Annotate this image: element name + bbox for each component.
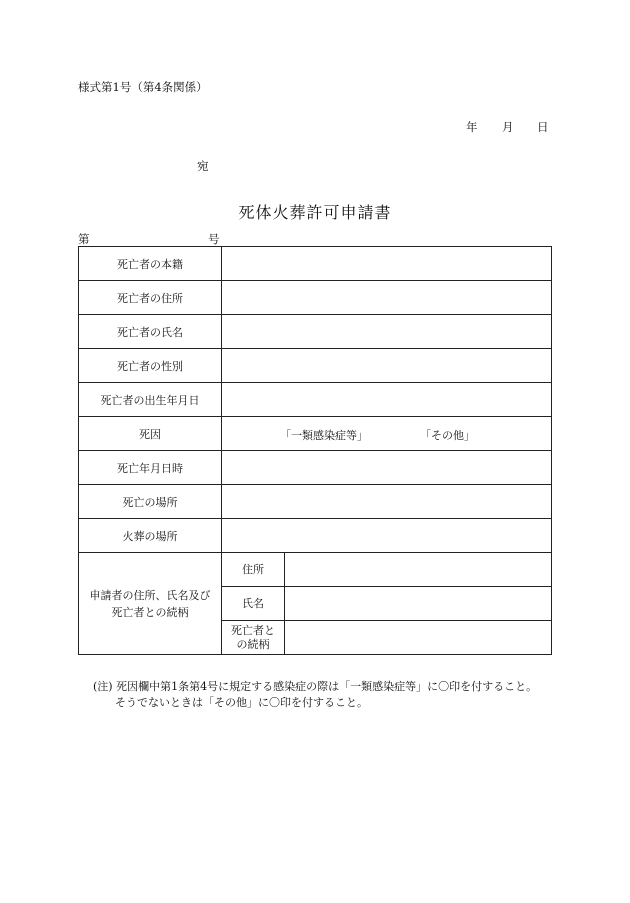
field-cause <box>222 417 552 451</box>
addressee-suffix: 宛 <box>197 159 209 173</box>
label-applicant: 申請者の住所、氏名及び死亡者との続柄 <box>79 553 222 655</box>
label-cremation-place: 火葬の場所 <box>79 519 222 553</box>
field-honseki[interactable] <box>222 247 552 281</box>
field-applicant-address[interactable] <box>285 553 552 587</box>
label-address: 死亡者の住所 <box>79 281 222 315</box>
note-line-2: そうでないときは「その他」に〇印を付すること。 <box>115 696 368 709</box>
table-row-sex <box>79 349 552 383</box>
table-row-death-datetime <box>79 451 552 485</box>
label-honseki: 死亡者の本籍 <box>79 247 222 281</box>
table-row-birthdate <box>79 383 552 417</box>
date-day-label: 日 <box>537 120 549 134</box>
date-month-label: 月 <box>502 120 514 134</box>
table-row-honseki <box>79 247 552 281</box>
number-suffix: 号 <box>208 232 220 246</box>
form-number: 様式第1号（第4条関係） <box>78 80 208 94</box>
field-death-datetime[interactable] <box>222 451 552 485</box>
label-applicant-address: 住所 <box>222 553 285 587</box>
field-applicant-name[interactable] <box>285 587 552 621</box>
application-table <box>78 246 552 655</box>
label-applicant-relation: 死亡者との続柄 <box>222 621 285 655</box>
table-row-address <box>79 281 552 315</box>
field-name[interactable] <box>222 315 552 349</box>
date-year-label: 年 <box>466 120 478 134</box>
label-sex: 死亡者の性別 <box>79 349 222 383</box>
field-cremation-place[interactable] <box>222 519 552 553</box>
table-row-name <box>79 315 552 349</box>
table-row-applicant-address <box>79 553 552 587</box>
label-applicant-name: 氏名 <box>222 587 285 621</box>
label-name: 死亡者の氏名 <box>79 315 222 349</box>
table-row-cremation-place <box>79 519 552 553</box>
field-sex[interactable] <box>222 349 552 383</box>
label-death-datetime: 死亡年月日時 <box>79 451 222 485</box>
table-row-death-place <box>79 485 552 519</box>
label-cause: 死因 <box>79 417 222 451</box>
field-applicant-relation[interactable] <box>285 621 552 655</box>
cause-option-infectious[interactable]: 「一類感染症等」 <box>280 429 368 442</box>
field-death-place[interactable] <box>222 485 552 519</box>
label-death-place: 死亡の場所 <box>79 485 222 519</box>
field-address[interactable] <box>222 281 552 315</box>
cause-option-other[interactable]: 「その他」 <box>420 429 475 442</box>
field-birthdate[interactable] <box>222 383 552 417</box>
note-line-1: (注) 死因欄中第1条第4号に規定する感染症の際は「一類感染症等」に〇印を付すること。 <box>93 680 538 693</box>
page-title: 死体火葬許可申請書 <box>238 203 392 222</box>
label-birthdate: 死亡者の出生年月日 <box>79 383 222 417</box>
table-row-cause <box>79 417 552 451</box>
number-prefix: 第 <box>78 232 90 246</box>
